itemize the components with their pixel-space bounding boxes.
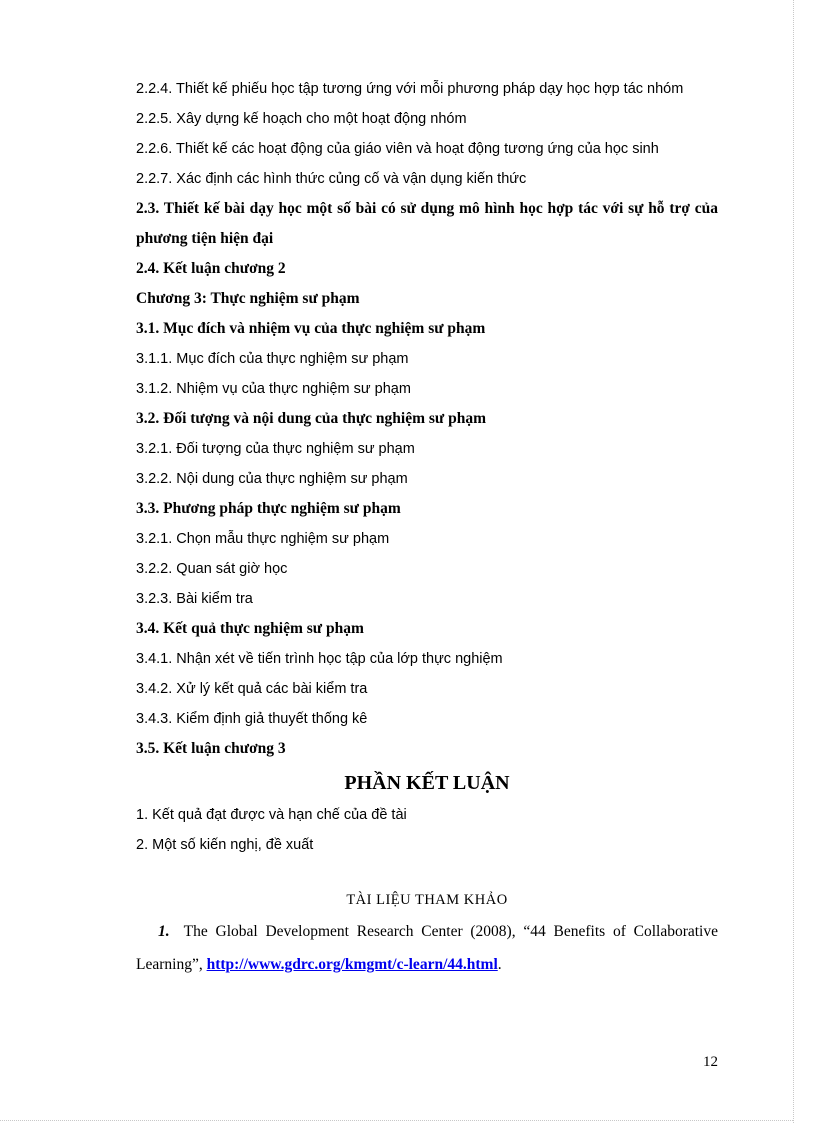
page-border-bottom xyxy=(0,1120,793,1121)
page-number: 12 xyxy=(703,1054,718,1070)
reference-link[interactable]: http://www.gdrc.org/kmgmt/c-learn/44.html xyxy=(206,956,498,973)
toc-chapter-3: Chương 3: Thực nghiệm sư phạm xyxy=(136,290,360,307)
toc-item-3-4-3: 3.4.3. Kiểm định giả thuyết thống kê xyxy=(136,711,368,727)
toc-item-3-3-2: 3.2.2. Quan sát giờ học xyxy=(136,561,288,577)
toc-item-3-2: 3.2. Đối tượng và nội dung của thực nghiệm sư phạm xyxy=(136,410,486,427)
toc-item-3-1: 3.1. Mục đích và nhiệm vụ của thực nghiệm sư phạm xyxy=(136,320,486,337)
toc-item-3-2-2: 3.2.2. Nội dung của thực nghiệm sư phạm xyxy=(136,471,408,487)
toc-item-2-2-7: 2.2.7. Xác định các hình thức củng cố và vận dụng kiến thức xyxy=(136,171,527,187)
toc-item-2-2-5: 2.2.5. Xây dựng kế hoạch cho một hoạt động nhóm xyxy=(136,111,467,127)
reference-end: . xyxy=(497,956,502,973)
toc-item-3-1-2: 3.1.2. Nhiệm vụ của thực nghiệm sư phạm xyxy=(136,381,411,397)
toc-item-2-2-6: 2.2.6. Thiết kế các hoạt động của giáo viên và hoạt động tương ứng của học sinh xyxy=(136,141,659,157)
toc-item-3-4: 3.4. Kết quả thực nghiệm sư phạm xyxy=(136,620,364,637)
reference-number: 1. xyxy=(158,923,170,940)
toc-item-3-5: 3.5. Kết luận chương 3 xyxy=(136,740,286,757)
document-body xyxy=(136,74,718,981)
toc-item-2-2-4: 2.2.4. Thiết kế phiếu học tập tương ứng với mỗi phương pháp dạy học hợp tác nhóm xyxy=(136,81,684,97)
page-border-right xyxy=(793,0,794,1123)
conclusion-item-1: 1. Kết quả đạt được và hạn chế của đề tài xyxy=(136,807,407,823)
toc-item-3-3-1: 3.2.1. Chọn mẫu thực nghiệm sư phạm xyxy=(136,531,390,547)
toc-item-3-3-3: 3.2.3. Bài kiểm tra xyxy=(136,591,253,607)
toc-item-3-4-1: 3.4.1. Nhận xét về tiến trình học tập của lớp thực nghiệm xyxy=(136,651,503,667)
references-title: TÀI LIỆU THAM KHẢO xyxy=(346,892,508,908)
toc-item-3-2-1: 3.2.1. Đối tượng của thực nghiệm sư phạm xyxy=(136,441,415,457)
reference-text: The Global Development Research Center (2008), “44 Benefits of Collaborative Learning”, xyxy=(136,923,718,973)
conclusion-title: PHẦN KẾT LUẬN xyxy=(344,772,510,794)
toc-item-2-4: 2.4. Kết luận chương 2 xyxy=(136,260,286,277)
toc-item-2-3: 2.3. Thiết kế bài dạy học một số bài có sử dụng mô hình học hợp tác với sự hỗ trợ của phương tiện hiện đại xyxy=(136,200,718,247)
reference-item xyxy=(136,915,718,981)
toc-item-3-4-2: 3.4.2. Xử lý kết quả các bài kiểm tra xyxy=(136,681,368,697)
toc-item-3-3: 3.3. Phương pháp thực nghiệm sư phạm xyxy=(136,500,401,517)
conclusion-item-2: 2. Một số kiến nghị, đề xuất xyxy=(136,837,314,853)
toc-item-3-1-1: 3.1.1. Mục đích của thực nghiệm sư phạm xyxy=(136,351,409,367)
